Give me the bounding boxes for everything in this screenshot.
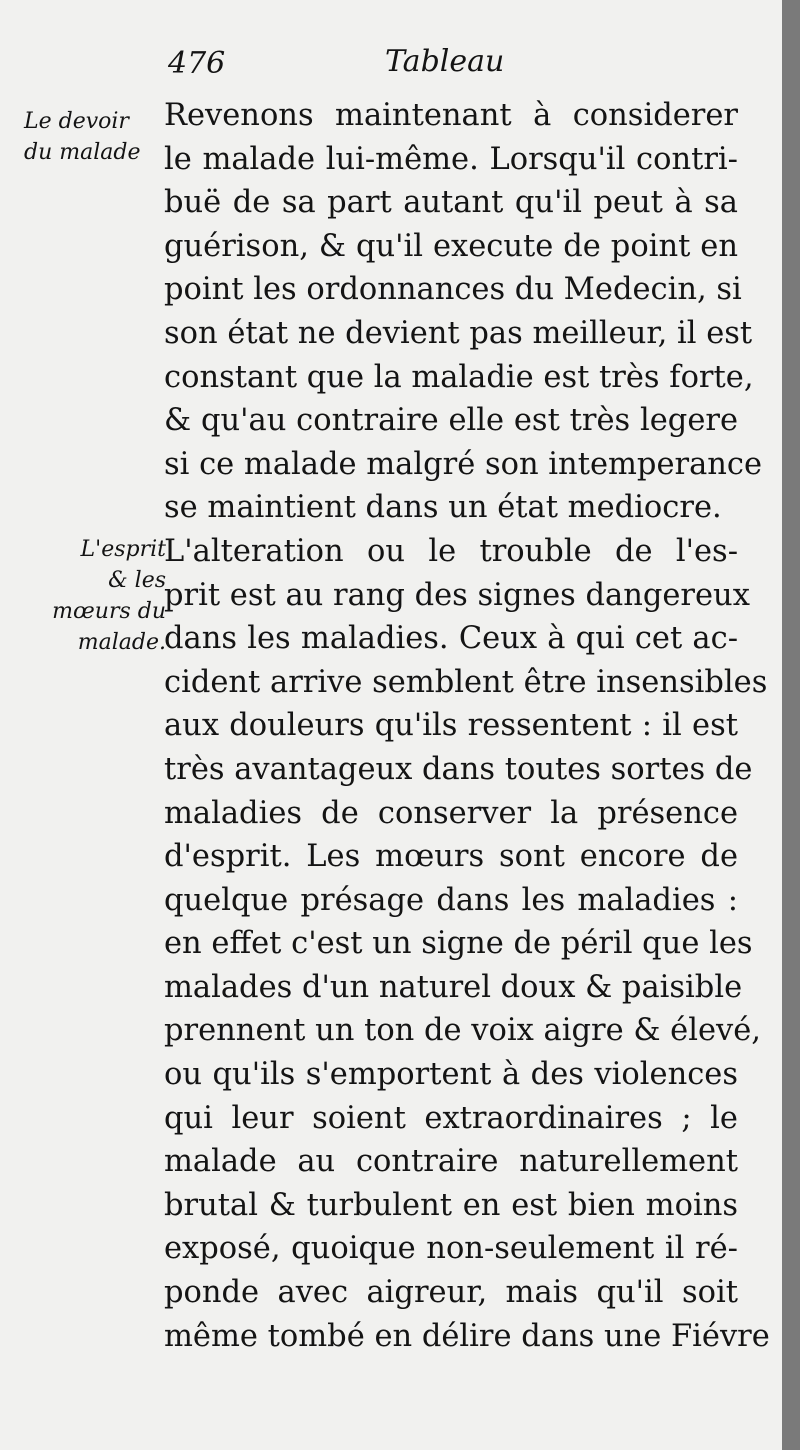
page-edge-shadow: [782, 0, 800, 1450]
text-line: même tombé en délire dans une Fiévre: [164, 1318, 770, 1354]
text-line: maladies de conserver la présence: [164, 795, 738, 831]
text-line: prennent un ton de voix aigre & élevé,: [164, 1013, 761, 1049]
page-number: 476: [168, 46, 226, 81]
margin-note-mind-and-manners: [30, 534, 166, 658]
text-line: ou qu'ils s'emportent à des violences: [164, 1057, 738, 1093]
margin-note-line: du malade: [24, 140, 141, 165]
text-line: brutal & turbulent en est bien moins: [164, 1187, 738, 1223]
text-line: malade au contraire naturellement: [164, 1144, 738, 1180]
text-line: buë de sa part autant qu'il peut à sa: [164, 185, 738, 221]
body-text: [164, 94, 770, 1358]
text-line: L'alteration ou le trouble de l'es-: [164, 533, 738, 569]
margin-note-line: Le devoir: [24, 109, 129, 134]
text-line: point les ordonnances du Medecin, si: [164, 272, 742, 308]
text-line: en effet c'est un signe de péril que les: [164, 926, 753, 962]
running-title: Tableau: [385, 44, 505, 79]
text-line: dans les maladies. Ceux à qui cet ac-: [164, 621, 738, 657]
text-line: quelque présage dans les maladies :: [164, 882, 738, 918]
text-line: Revenons maintenant à considerer: [164, 98, 738, 133]
text-line: constant que la maladie est très forte,: [164, 359, 754, 395]
text-line: si ce malade malgré son intemperance: [164, 446, 763, 482]
margin-note-line: malade.: [77, 630, 166, 655]
text-line: prit est au rang des signes dangereux: [164, 577, 750, 613]
text-line: d'esprit. Les mœurs sont encore de: [164, 839, 738, 875]
margin-note-line: mœurs du: [52, 599, 166, 624]
text-line: le malade lui-même. Lorsqu'il contri-: [164, 141, 738, 177]
text-line: guérison, & qu'il execute de point en: [164, 228, 738, 264]
margin-note-duty-of-patient: [24, 106, 166, 168]
text-line: aux douleurs qu'ils ressentent : il est: [164, 708, 738, 744]
text-line: malades d'un naturel doux & paisible: [164, 969, 743, 1005]
text-line: cident arrive semblent être insensibles: [164, 664, 768, 700]
text-line: très avantageux dans toutes sortes de: [164, 751, 753, 787]
text-line: & qu'au contraire elle est très legere: [164, 403, 738, 439]
margin-note-line: L'esprit: [80, 537, 166, 562]
text-line: ponde avec aigreur, mais qu'il soit: [164, 1275, 738, 1311]
text-line: se maintient dans un état mediocre.: [164, 490, 722, 526]
text-line: qui leur soient extraordinaires ; le: [164, 1100, 738, 1136]
text-line: son état ne devient pas meilleur, il est: [164, 315, 753, 351]
margin-note-line: & les: [108, 568, 166, 593]
text-line: exposé, quoique non-seulement il ré-: [164, 1231, 738, 1267]
